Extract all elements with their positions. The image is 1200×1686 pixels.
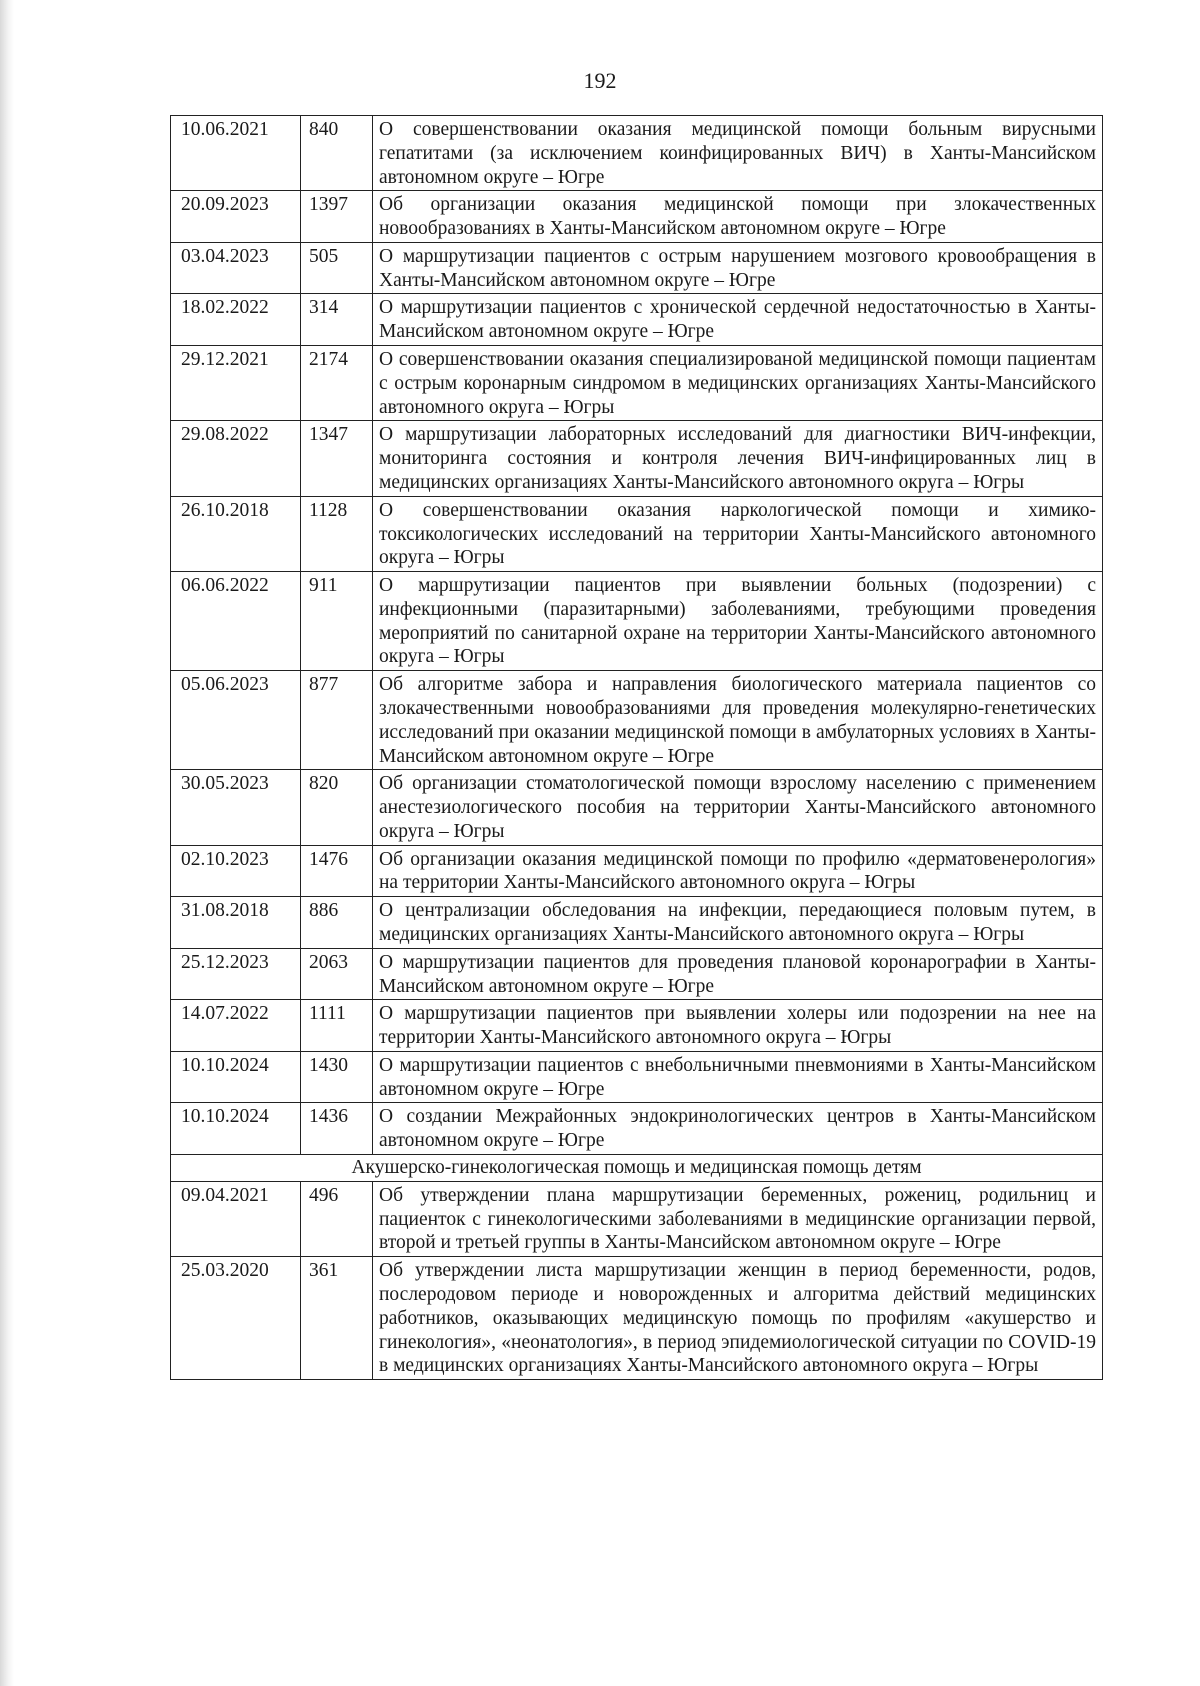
- order-date-cell: 02.10.2023: [171, 845, 301, 897]
- orders-table-body: [171, 116, 1103, 1380]
- order-date-cell: 30.05.2023: [171, 770, 301, 845]
- order-date-cell: 06.06.2022: [171, 572, 301, 671]
- order-date-cell: 03.04.2023: [171, 242, 301, 294]
- table-row: [171, 1000, 1103, 1052]
- scan-edge-shadow: [0, 0, 14, 1686]
- order-number-cell: 840: [301, 116, 373, 191]
- order-date-cell: 25.12.2023: [171, 948, 301, 1000]
- section-heading-row: [171, 1155, 1103, 1182]
- order-date-cell: 18.02.2022: [171, 294, 301, 346]
- table-row: [171, 572, 1103, 671]
- order-title-cell: О совершенствовании оказания медицинской помощи больным вирусными гепатитами (за исключением коинфицированных ВИЧ) в Ханты-Мансийском автономном округе – Югре: [373, 116, 1103, 191]
- order-number-cell: 2063: [301, 948, 373, 1000]
- order-number-cell: 1128: [301, 496, 373, 571]
- order-number-cell: 314: [301, 294, 373, 346]
- order-date-cell: 09.04.2021: [171, 1181, 301, 1256]
- order-date-cell: 29.08.2022: [171, 421, 301, 496]
- order-date-cell: 26.10.2018: [171, 496, 301, 571]
- order-number-cell: 1476: [301, 845, 373, 897]
- order-title-cell: О маршрутизации пациентов с внебольничными пневмониями в Ханты-Мансийском автономном округе – Югре: [373, 1051, 1103, 1103]
- order-date-cell: 10.06.2021: [171, 116, 301, 191]
- table-row: [171, 671, 1103, 770]
- order-title-cell: Об утверждении плана маршрутизации беременных, рожениц, родильниц и пациенток с гинекологическими заболеваниями в медицинские организации первой, второй и третьей группы в Ханты-Мансийском автономном округе – Югре: [373, 1181, 1103, 1256]
- order-number-cell: 1436: [301, 1103, 373, 1155]
- table-row: [171, 191, 1103, 243]
- order-title-cell: О маршрутизации лабораторных исследований для диагностики ВИЧ-инфекции, мониторинга состояния и контроля лечения ВИЧ-инфицированных лиц в медицинских организациях Ханты-Мансийского автономного округа – Югры: [373, 421, 1103, 496]
- table-row: [171, 421, 1103, 496]
- order-title-cell: О маршрутизации пациентов при выявлении холеры или подозрении на нее на территории Ханты-Мансийского автономного округа – Югры: [373, 1000, 1103, 1052]
- order-date-cell: 14.07.2022: [171, 1000, 301, 1052]
- table-row: [171, 1103, 1103, 1155]
- order-number-cell: 505: [301, 242, 373, 294]
- order-title-cell: О создании Межрайонных эндокринологических центров в Ханты-Мансийском автономном округе – Югре: [373, 1103, 1103, 1155]
- orders-table: [170, 115, 1103, 1380]
- order-number-cell: 361: [301, 1257, 373, 1380]
- table-row: [171, 116, 1103, 191]
- page-number: 192: [583, 68, 617, 93]
- order-number-cell: 911: [301, 572, 373, 671]
- order-date-cell: 31.08.2018: [171, 897, 301, 949]
- order-number-cell: 877: [301, 671, 373, 770]
- table-row: [171, 897, 1103, 949]
- order-title-cell: Об организации стоматологической помощи взрослому населению с применением анестезиологического пособия на территории Ханты-Мансийского автономного округа – Югры: [373, 770, 1103, 845]
- order-title-cell: Об утверждении листа маршрутизации женщин в период беременности, родов, послеродовом периоде и новорожденных и алгоритма действий медицинских работников, оказывающих медицинскую помощь по профилям «акушерство и гинекология», «неонатология», в период эпидемиологической ситуации по COVID-19 в медицинских организациях Ханты-Мансийского автономного округа – Югры: [373, 1257, 1103, 1380]
- table-row: [171, 1181, 1103, 1256]
- order-number-cell: 820: [301, 770, 373, 845]
- order-number-cell: 496: [301, 1181, 373, 1256]
- order-date-cell: 29.12.2021: [171, 346, 301, 421]
- table-row: [171, 496, 1103, 571]
- order-number-cell: 1397: [301, 191, 373, 243]
- order-title-cell: Об организации оказания медицинской помощи по профилю «дерматовенерология» на территории Ханты-Мансийского автономного округа – Югры: [373, 845, 1103, 897]
- order-number-cell: 1347: [301, 421, 373, 496]
- order-date-cell: 25.03.2020: [171, 1257, 301, 1380]
- order-number-cell: 2174: [301, 346, 373, 421]
- order-date-cell: 20.09.2023: [171, 191, 301, 243]
- order-title-cell: О маршрутизации пациентов с острым нарушением мозгового кровообращения в Ханты-Мансийском автономном округе – Югре: [373, 242, 1103, 294]
- table-row: [171, 770, 1103, 845]
- table-row: [171, 948, 1103, 1000]
- table-row: [171, 845, 1103, 897]
- table-row: [171, 1051, 1103, 1103]
- table-row: [171, 346, 1103, 421]
- order-date-cell: 10.10.2024: [171, 1051, 301, 1103]
- order-title-cell: О совершенствовании оказания специализированой медицинской помощи пациентам с острым коронарным синдромом в медицинских организациях Ханты-Мансийского автономного округа – Югры: [373, 346, 1103, 421]
- order-title-cell: Об алгоритме забора и направления биологического материала пациентов со злокачественными новообразованиями для проведения молекулярно-генетических исследований при оказании медицинской помощи в амбулаторных условиях в Ханты-Мансийском автономном округе – Югре: [373, 671, 1103, 770]
- table-row: [171, 1257, 1103, 1380]
- order-title-cell: О совершенствовании оказания наркологической помощи и химико-токсикологических исследований на территории Ханты-Мансийского автономного округа – Югры: [373, 496, 1103, 571]
- order-number-cell: 886: [301, 897, 373, 949]
- order-number-cell: 1111: [301, 1000, 373, 1052]
- order-number-cell: 1430: [301, 1051, 373, 1103]
- order-title-cell: О маршрутизации пациентов с хронической сердечной недостаточностью в Ханты-Мансийском автономном округе – Югре: [373, 294, 1103, 346]
- order-title-cell: О маршрутизации пациентов для проведения плановой коронарографии в Ханты-Мансийском автономном округе – Югре: [373, 948, 1103, 1000]
- order-date-cell: 10.10.2024: [171, 1103, 301, 1155]
- table-row: [171, 242, 1103, 294]
- order-title-cell: О централизации обследования на инфекции, передающиеся половым путем, в медицинских организациях Ханты-Мансийского автономного округа – Югры: [373, 897, 1103, 949]
- section-heading: Акушерско-гинекологическая помощь и медицинская помощь детям: [171, 1155, 1103, 1182]
- order-title-cell: О маршрутизации пациентов при выявлении больных (подозрении) с инфекционными (паразитарными) заболеваниями, требующими проведения мероприятий по санитарной охране на территории Ханты-Мансийского автономного округа – Югры: [373, 572, 1103, 671]
- order-title-cell: Об организации оказания медицинской помощи при злокачественных новообразованиях в Ханты-Мансийском автономном округе – Югре: [373, 191, 1103, 243]
- table-row: [171, 294, 1103, 346]
- order-date-cell: 05.06.2023: [171, 671, 301, 770]
